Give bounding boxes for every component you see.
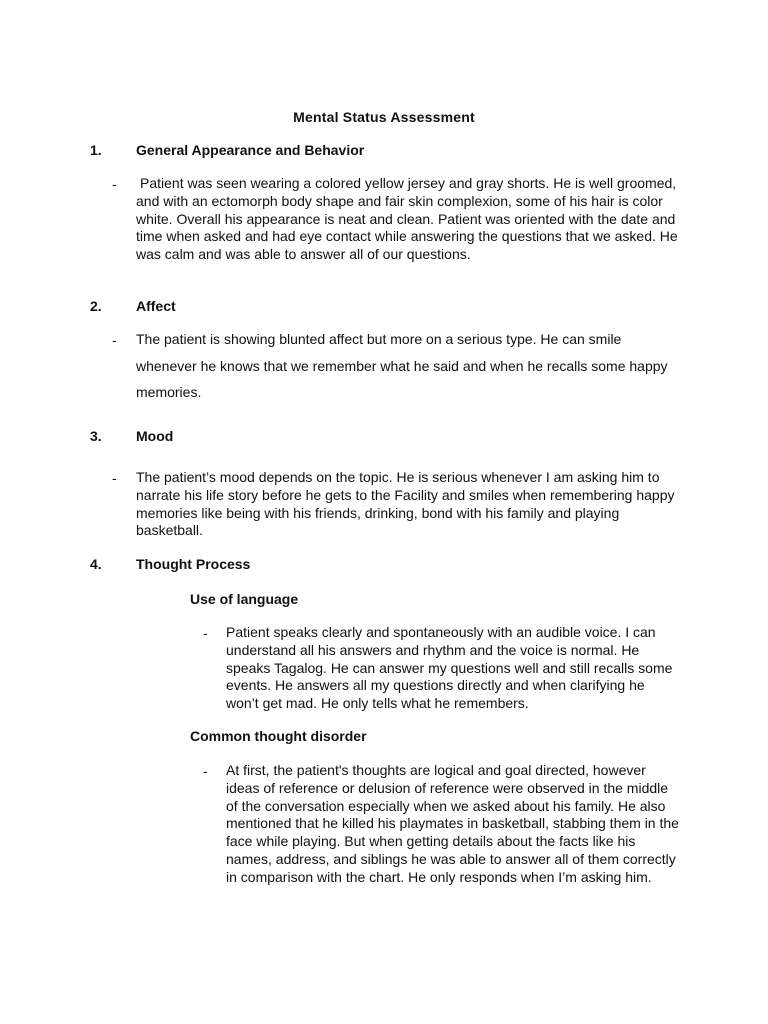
section-number-3: 3. bbox=[90, 428, 102, 444]
section-paragraph-general-appearance: Patient was seen wearing a colored yellow jersey and gray shorts. He is well groomed, and with an ectomorph body shape and fair skin complexion, some of his hair is color white. Overall his appearance is neat and clean. Patient was oriented with the date and time when asked and had eye contact while answering the questions that we asked. He was calm and was able to answer all of our questions. bbox=[136, 175, 678, 263]
section-heading-affect: Affect bbox=[136, 298, 176, 314]
bullet-dash: - bbox=[203, 625, 208, 641]
section-heading-mood: Mood bbox=[136, 428, 174, 444]
bullet-dash: - bbox=[112, 470, 117, 486]
subsection-paragraph-use-of-language: Patient speaks clearly and spontaneously with an audible voice. I can understand all his answers and rhythm and the voice is normal. He speaks Tagalog. He can answer my questions well and still recalls some events. He answers all my questions directly and when clarifying he won’t get mad. He only tells what he remembers. bbox=[226, 624, 673, 712]
section-heading-general-appearance: General Appearance and Behavior bbox=[136, 142, 365, 158]
section-number-2: 2. bbox=[90, 298, 102, 314]
section-paragraph-affect: The patient is showing blunted affect but more on a serious type. He can smile whenever he knows that we remember what he said and when he recalls some happy memories. bbox=[136, 331, 668, 400]
section-number-1: 1. bbox=[90, 142, 102, 158]
subsection-paragraph-common-thought-disorder: At first, the patient's thoughts are logical and goal directed, however ideas of reference or delusion of reference were observed in the middle of the conversation especially when we asked about his family. He also mentioned that he killed his playmates in basketball, stabbing them in the face while playing. But when getting details about the facts like his names, address, and siblings he was able to answer all of them correctly in comparison with the chart. He only responds when I’m asking him. bbox=[226, 762, 679, 885]
document-title: Mental Status Assessment bbox=[293, 109, 475, 125]
section-heading-thought-process: Thought Process bbox=[136, 556, 251, 572]
section-number-4: 4. bbox=[90, 556, 102, 572]
bullet-dash: - bbox=[112, 332, 117, 348]
bullet-dash: - bbox=[112, 176, 117, 192]
section-paragraph-mood: The patient’s mood depends on the topic. He is serious whenever I am asking him to narrate his life story before he gets to the Facility and smiles when remembering happy memories like being with his friends, drinking, bond with his family and playing basketball. bbox=[136, 469, 675, 539]
bullet-dash: - bbox=[203, 763, 208, 779]
subsection-heading-use-of-language: Use of language bbox=[190, 591, 299, 607]
subsection-heading-common-thought-disorder: Common thought disorder bbox=[190, 728, 367, 744]
